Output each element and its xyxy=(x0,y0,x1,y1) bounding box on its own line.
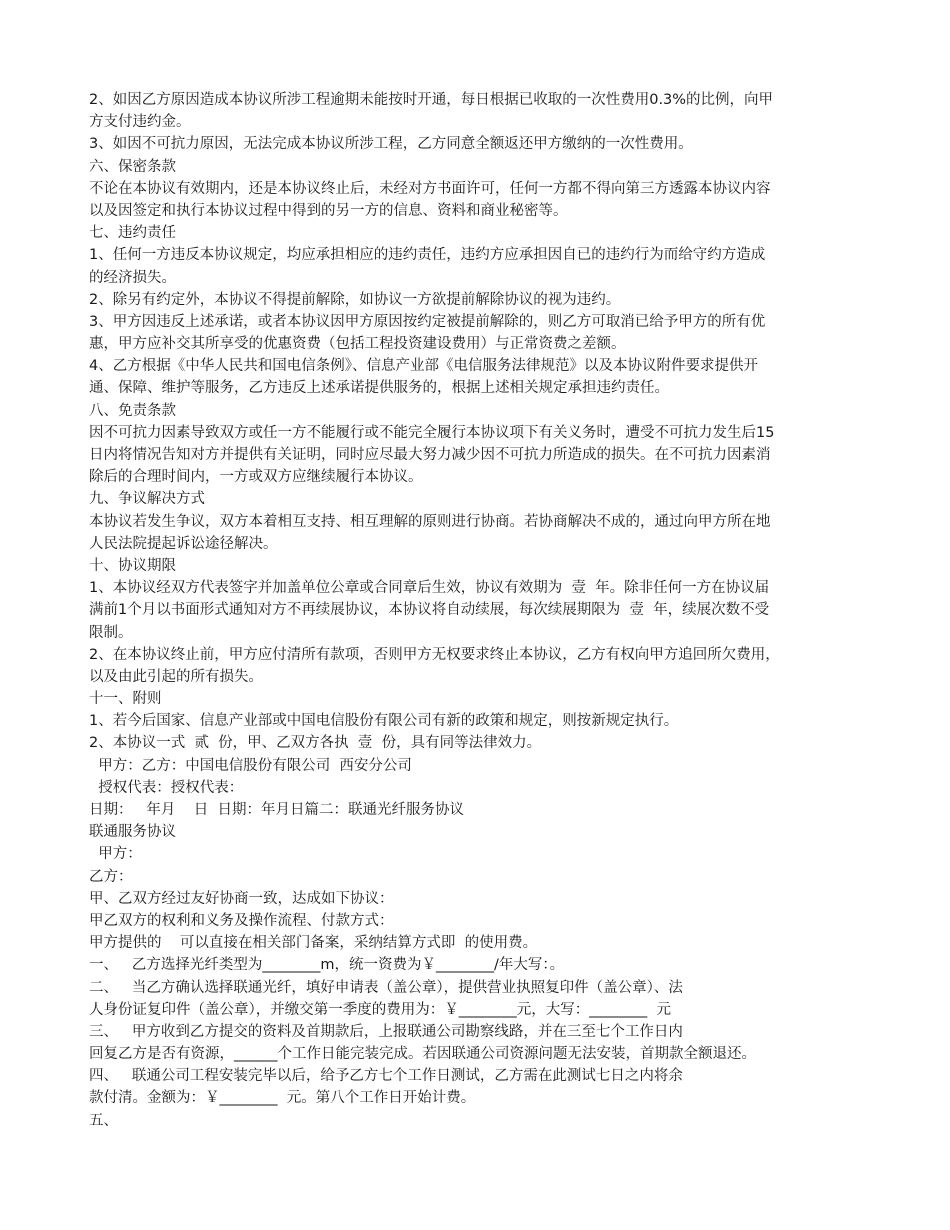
text-line: 限制。 xyxy=(89,624,133,641)
text-line: 惠，甲方应补交其所享受的优惠资费（包括工程投资建设费用）与正常资费之差额。 xyxy=(89,336,626,353)
text-line: 通、保障、维护等服务，乙方违反上述承诺提供服务的，根据上述相关规定承担违约责任。 xyxy=(89,380,669,397)
section-heading: 九、争议解决方式 xyxy=(89,491,205,508)
text-line: 本协议若发生争议，双方本着相互支持、相互理解的原则进行协商。若协商解决不成的，通过向甲方所在地 xyxy=(89,513,771,530)
text-line: 的经济损失。 xyxy=(89,269,176,286)
clause-line: 回复乙方是否有资源，______个工作日能完装完成。若因联通公司资源问题无法安装，首期款全额退还。 xyxy=(89,1046,756,1063)
text-line: 方支付违约金。 xyxy=(89,114,191,131)
clause-line: 二、 当乙方确认选择联通光纤，填好申请表（盖公章），提供营业执照复印件（盖公章）、法 xyxy=(89,979,683,996)
clause-line: 一、 乙方选择光纤类型为________m，统一资费为￥________/年大写：。 xyxy=(89,957,565,974)
signature-line: 甲方：乙方：中国电信股份有限公司 西安分公司 xyxy=(89,757,412,774)
text-line: 2、除另有约定外，本协议不得提前解除，如协议一方欲提前解除协议的视为违约。 xyxy=(89,291,621,308)
text-line: 1、任何一方违反本协议规定，均应承担相应的违约责任，违约方应承担因自已的违约行为而给守约方造成 xyxy=(89,247,766,264)
text-line: 以及由此引起的所有损失。 xyxy=(89,668,263,685)
party-line: 甲方： xyxy=(89,846,142,863)
text-line: 甲、乙双方经过友好协商一致，达成如下协议： xyxy=(89,890,394,907)
text-line: 4、乙方根据《中华人民共和国电信条例》、信息产业部《电信服务法律规范》以及本协议附件要求提供开 xyxy=(89,358,758,375)
document-title: 联通服务协议 xyxy=(89,824,176,841)
signature-line: 授权代表：授权代表： xyxy=(89,779,244,796)
text-line: 2、在本协议终止前，甲方应付清所有款项，否则甲方无权要求终止本协议，乙方有权向甲方追回所欠费用， xyxy=(89,646,780,663)
document-page xyxy=(89,89,869,1132)
section-heading: 六、保密条款 xyxy=(89,158,176,175)
text-line: 3、如因不可抗力原因，无法完成本协议所涉工程，乙方同意全额返还甲方缴纳的一次性费用。 xyxy=(89,136,693,153)
section-heading: 八、免责条款 xyxy=(89,402,176,419)
text-line: 除后的合理时间内，一方或双方应继续履行本协议。 xyxy=(89,469,423,486)
section-heading: 十一、附则 xyxy=(89,691,162,708)
clause-line: 人身份证复印件（盖公章），并缴交第一季度的费用为：￥________元，大写：________ 元 xyxy=(89,1001,671,1018)
clause-line: 四、 联通公司工程安装完毕以后，给予乙方七个工作日测试，乙方需在此测试七日之内将余 xyxy=(89,1068,683,1085)
text-line: 3、甲方因违反上述承诺，或者本协议因甲方原因按约定被提前解除的，则乙方可取消已给予甲方的所有优 xyxy=(89,313,766,330)
text-line: 2、本协议一式 贰 份，甲、乙双方各执 壹 份，具有同等法律效力。 xyxy=(89,735,542,752)
clause-line: 五、 xyxy=(89,1112,118,1129)
text-line: 2、如因乙方原因造成本协议所涉工程逾期未能按时开通，每日根据已收取的一次性费用0.3%的比例，向甲 xyxy=(89,92,774,108)
text-line: 1、本协议经双方代表签字并加盖单位公章或合同章后生效，协议有效期为 壹 年。除非任何一方在协议届 xyxy=(89,580,770,597)
text-line: 甲乙双方的权利和义务及操作流程、付款方式： xyxy=(89,912,394,929)
text-line: 甲方提供的 可以直接在相关部门备案，采纳结算方式即 的使用费。 xyxy=(89,935,538,952)
text-line: 日内将情况告知对方并提供有关证明，同时应尽最大努力减少因不可抗力所造成的损失。在不可抗力因素消 xyxy=(89,447,771,463)
text-line: 1、若今后国家、信息产业部或中国电信股份有限公司有新的政策和规定，则按新规定执行。 xyxy=(89,713,679,730)
section-heading: 十、协议期限 xyxy=(89,557,176,574)
clause-line: 款付清。金额为：￥________ 元。第八个工作日开始计费。 xyxy=(89,1090,476,1107)
text-line: 以及因签定和执行本协议过程中得到的另一方的信息、资料和商业秘密等。 xyxy=(89,202,568,219)
text-line: 人民法院提起诉讼途径解决。 xyxy=(89,535,278,552)
party-line: 乙方： xyxy=(89,868,133,885)
text-line: 满前1个月以书面形式通知对方不再续展协议，本协议将自动续展，每次续展期限为 壹 年，续展次数不受 xyxy=(89,602,770,619)
clause-line: 三、 甲方收到乙方提交的资料及首期款后，上报联通公司勘察线路，并在三至七个工作日内 xyxy=(89,1023,683,1040)
text-line: 不论在本协议有效期内，还是本协议终止后，未经对方书面许可，任何一方都不得向第三方透露本协议内容 xyxy=(89,180,771,197)
text-line: 因不可抗力因素导致双方或任一方不能履行或不能完全履行本协议项下有关义务时，遭受不可抗力发生后15 xyxy=(89,424,775,441)
date-line: 日期： 年月 日 日期：年月日篇二：联通光纤服务协议 xyxy=(89,802,464,818)
section-heading: 七、违约责任 xyxy=(89,225,176,242)
